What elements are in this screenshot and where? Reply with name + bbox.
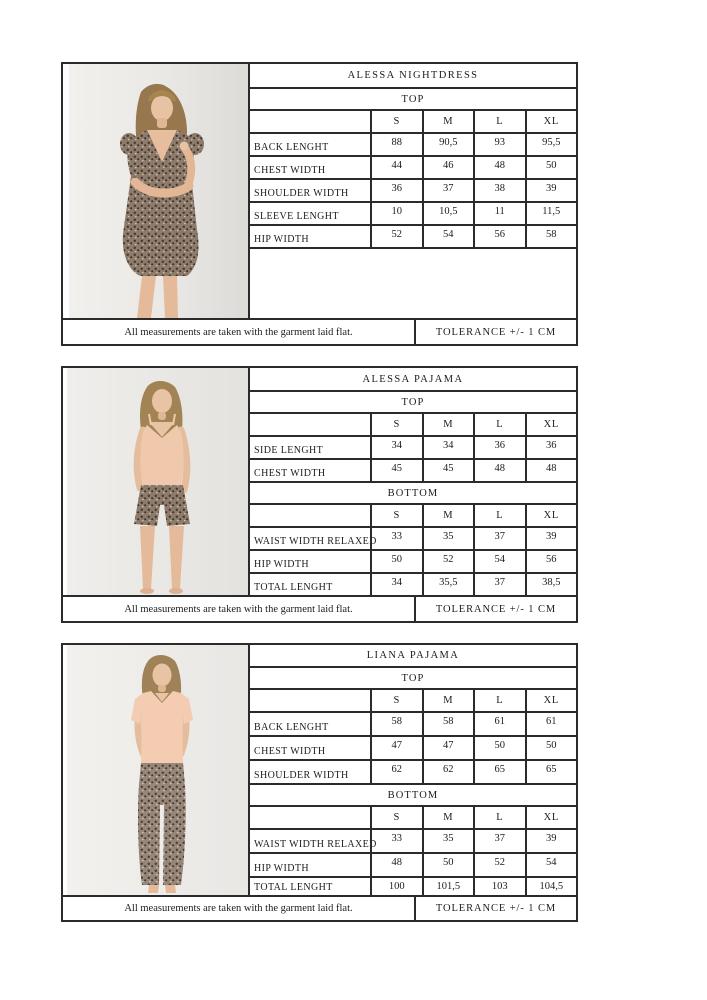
tolerance-note: TOLERANCE +/- 1 CM xyxy=(435,903,557,914)
size-column-header: M xyxy=(422,807,474,828)
size-header-row xyxy=(250,109,576,132)
measurement-value: 45 xyxy=(370,460,422,481)
measurement-value: 52 xyxy=(370,226,422,247)
size-header-row xyxy=(250,412,576,435)
measurement-row xyxy=(250,711,576,735)
measurement-value: 56 xyxy=(525,551,577,572)
measurement-note: All measurements are taken with the garment laid flat. xyxy=(63,897,416,920)
measurement-value: 50 xyxy=(422,854,474,876)
measurement-value: 50 xyxy=(473,737,525,759)
measurement-value: 37 xyxy=(473,528,525,549)
measurement-value: 54 xyxy=(525,854,577,876)
size-column-header: XL xyxy=(525,807,577,828)
measurement-value: 37 xyxy=(422,180,474,201)
measurement-row xyxy=(250,828,576,852)
measurement-label: TOTAL LENGHT xyxy=(254,882,333,893)
measurement-value: 36 xyxy=(370,180,422,201)
measurement-value: 62 xyxy=(370,761,422,783)
section-label: TOP xyxy=(401,93,425,105)
measurement-label: WAIST WIDTH RELAXED xyxy=(254,839,377,850)
size-column-header: M xyxy=(422,111,474,132)
size-column-header: S xyxy=(370,690,422,711)
section-label: BOTTOM xyxy=(387,789,439,801)
measurement-value: 88 xyxy=(370,134,422,155)
product-block-liana-pajama xyxy=(61,643,578,922)
measurement-row xyxy=(250,155,576,178)
measurement-label: HIP WIDTH xyxy=(254,234,309,245)
product-title xyxy=(250,368,576,390)
measurement-row xyxy=(250,132,576,155)
measurement-value: 104,5 xyxy=(525,878,577,895)
measurement-value: 58 xyxy=(422,713,474,735)
measurement-label: HIP WIDTH xyxy=(254,863,309,874)
model-tee-pants-illustration xyxy=(63,645,248,895)
size-column-header: M xyxy=(422,690,474,711)
measurement-note: All measurements are taken with the garment laid flat. xyxy=(63,597,416,621)
size-column-header: L xyxy=(473,807,525,828)
product-title-text: ALESSA NIGHTDRESS xyxy=(347,70,479,81)
measurement-label: WAIST WIDTH RELAXED xyxy=(254,536,377,547)
size-header-spacer xyxy=(250,690,370,711)
measurement-value: 54 xyxy=(422,226,474,247)
measurement-row xyxy=(250,458,576,481)
size-table-nightdress xyxy=(250,64,576,318)
size-column-header: L xyxy=(473,414,525,435)
measurement-value: 37 xyxy=(473,574,525,595)
measurement-value: 61 xyxy=(525,713,577,735)
size-column-header: L xyxy=(473,505,525,526)
measurement-row xyxy=(250,759,576,783)
size-header-row xyxy=(250,503,576,526)
measurement-value: 50 xyxy=(370,551,422,572)
size-column-header: XL xyxy=(525,111,577,132)
section-header-bottom xyxy=(250,481,576,503)
measurement-value: 90,5 xyxy=(422,134,474,155)
measurement-value: 95,5 xyxy=(525,134,577,155)
size-column-header: XL xyxy=(525,414,577,435)
measurement-value: 100 xyxy=(370,878,422,895)
section-label: TOP xyxy=(401,672,425,684)
section-label: BOTTOM xyxy=(387,487,439,499)
product-photo-alessa-pajama xyxy=(63,368,250,595)
product-block-alessa-pajama xyxy=(61,366,578,623)
size-column-header: S xyxy=(370,807,422,828)
table-footer xyxy=(63,318,576,344)
size-header-spacer xyxy=(250,505,370,526)
measurement-label: CHEST WIDTH xyxy=(254,468,326,479)
measurement-value: 38 xyxy=(473,180,525,201)
measurement-value: 10,5 xyxy=(422,203,474,224)
measurement-value: 10 xyxy=(370,203,422,224)
product-title xyxy=(250,64,576,87)
measurement-label: SHOULDER WIDTH xyxy=(254,188,349,199)
measurement-label: SLEEVE LENGHT xyxy=(254,211,339,222)
measurement-value: 47 xyxy=(422,737,474,759)
measurement-value: 46 xyxy=(422,157,474,178)
measurement-row xyxy=(250,526,576,549)
measurement-row xyxy=(250,852,576,876)
model-camisole-shorts-illustration xyxy=(63,368,248,595)
measurement-row xyxy=(250,435,576,458)
measurement-value: 62 xyxy=(422,761,474,783)
size-column-header: XL xyxy=(525,690,577,711)
measurement-value: 11,5 xyxy=(525,203,577,224)
measurement-label: SIDE LENGHT xyxy=(254,445,324,456)
size-table-liana-pajama xyxy=(250,645,576,895)
section-header-bottom xyxy=(250,783,576,805)
measurement-value: 34 xyxy=(370,437,422,458)
size-column-header: L xyxy=(473,111,525,132)
size-header-row xyxy=(250,805,576,828)
empty-spacer-cell xyxy=(250,247,576,318)
measurement-value: 47 xyxy=(370,737,422,759)
measurement-label: CHEST WIDTH xyxy=(254,746,326,757)
size-table-alessa-pajama xyxy=(250,368,576,595)
size-column-header: XL xyxy=(525,505,577,526)
measurement-row xyxy=(250,201,576,224)
measurement-value: 50 xyxy=(525,737,577,759)
measurement-value: 36 xyxy=(525,437,577,458)
measurement-value: 58 xyxy=(370,713,422,735)
measurement-value: 54 xyxy=(473,551,525,572)
section-label: TOP xyxy=(401,396,425,408)
size-header-spacer xyxy=(250,111,370,132)
measurement-row xyxy=(250,735,576,759)
measurement-label: SHOULDER WIDTH xyxy=(254,770,349,781)
measurement-value: 35 xyxy=(422,528,474,549)
measurement-value: 36 xyxy=(473,437,525,458)
measurement-value: 56 xyxy=(473,226,525,247)
product-title-text: ALESSA PAJAMA xyxy=(362,373,464,385)
measurement-value: 50 xyxy=(525,157,577,178)
measurement-label: CHEST WIDTH xyxy=(254,165,326,176)
measurement-value: 65 xyxy=(473,761,525,783)
product-title xyxy=(250,645,576,666)
model-nightdress-illustration xyxy=(63,64,248,318)
measurement-label: HIP WIDTH xyxy=(254,559,309,570)
size-header-spacer xyxy=(250,414,370,435)
measurement-value: 61 xyxy=(473,713,525,735)
measurement-value: 103 xyxy=(473,878,525,895)
measurement-value: 35,5 xyxy=(422,574,474,595)
size-column-header: S xyxy=(370,505,422,526)
size-column-header: S xyxy=(370,111,422,132)
measurement-row xyxy=(250,549,576,572)
measurement-row xyxy=(250,178,576,201)
section-header-top xyxy=(250,87,576,109)
measurement-value: 45 xyxy=(422,460,474,481)
measurement-value: 48 xyxy=(473,157,525,178)
size-column-header: M xyxy=(422,414,474,435)
measurement-value: 38,5 xyxy=(525,574,577,595)
measurement-label: TOTAL LENGHT xyxy=(254,582,333,593)
measurement-label: BACK LENGHT xyxy=(254,142,329,153)
measurement-value: 48 xyxy=(370,854,422,876)
size-column-header: S xyxy=(370,414,422,435)
measurement-value: 34 xyxy=(370,574,422,595)
measurement-value: 35 xyxy=(422,830,474,852)
product-block-alessa-nightdress xyxy=(61,62,578,346)
size-column-header: L xyxy=(473,690,525,711)
product-photo-liana-pajama xyxy=(63,645,250,895)
measurement-label: BACK LENGHT xyxy=(254,722,329,733)
measurement-value: 11 xyxy=(473,203,525,224)
measurement-value: 34 xyxy=(422,437,474,458)
measurement-row xyxy=(250,224,576,247)
measurement-value: 48 xyxy=(473,460,525,481)
measurement-value: 33 xyxy=(370,528,422,549)
table-footer xyxy=(63,895,576,920)
tolerance-note: TOLERANCE +/- 1 CM xyxy=(435,603,557,615)
measurement-value: 52 xyxy=(422,551,474,572)
table-footer xyxy=(63,595,576,621)
measurement-value: 39 xyxy=(525,528,577,549)
measurement-value: 93 xyxy=(473,134,525,155)
size-header-spacer xyxy=(250,807,370,828)
measurement-value: 44 xyxy=(370,157,422,178)
measurement-value: 39 xyxy=(525,830,577,852)
measurement-note: All measurements are taken with the garment laid flat. xyxy=(63,320,416,344)
measurement-value: 65 xyxy=(525,761,577,783)
size-column-header: M xyxy=(422,505,474,526)
product-title-text: LIANA PAJAMA xyxy=(366,650,460,661)
product-photo-nightdress xyxy=(63,64,250,318)
tolerance-note: TOLERANCE +/- 1 CM xyxy=(435,326,557,338)
measurement-value: 48 xyxy=(525,460,577,481)
measurement-value: 39 xyxy=(525,180,577,201)
measurement-row xyxy=(250,572,576,595)
measurement-row xyxy=(250,876,576,895)
measurement-value: 37 xyxy=(473,830,525,852)
section-header-top xyxy=(250,666,576,688)
section-header-top xyxy=(250,390,576,412)
size-header-row xyxy=(250,688,576,711)
measurement-value: 101,5 xyxy=(422,878,474,895)
measurement-value: 33 xyxy=(370,830,422,852)
measurement-value: 58 xyxy=(525,226,577,247)
measurement-value: 52 xyxy=(473,854,525,876)
